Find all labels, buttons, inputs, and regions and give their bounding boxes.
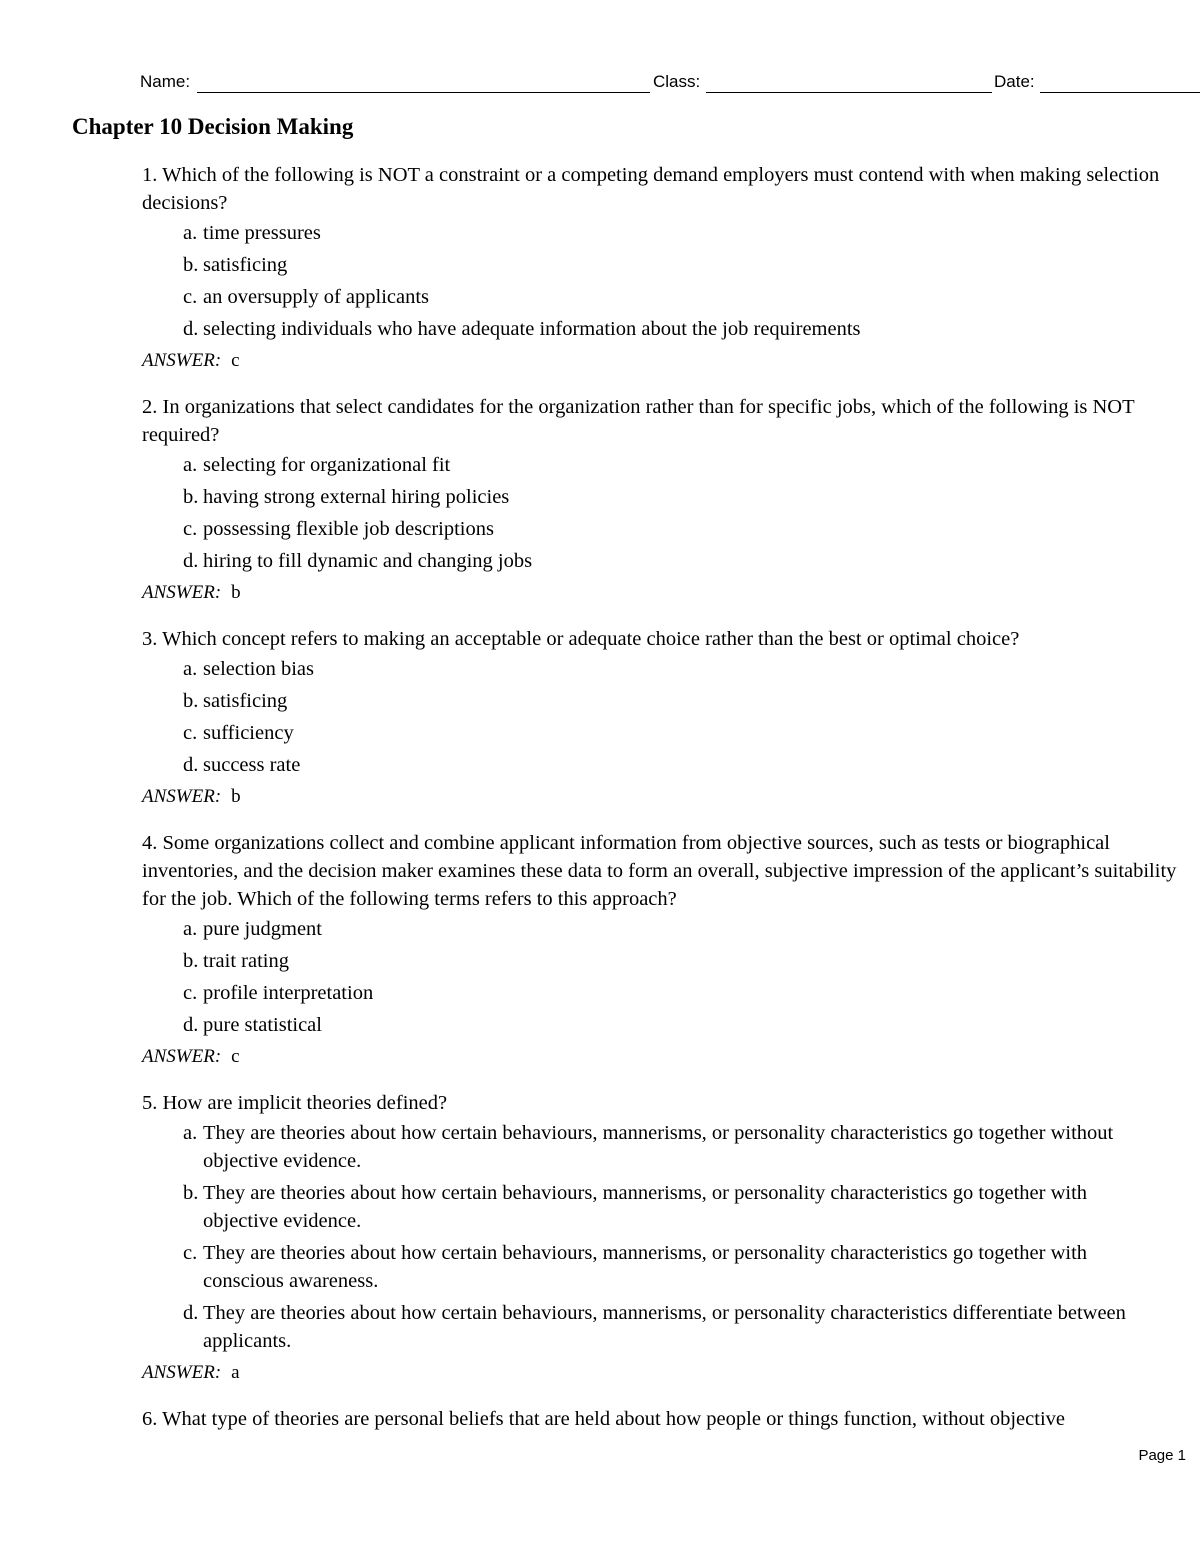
option-b: [142, 947, 1200, 975]
answer-label: ANSWER:: [142, 1046, 222, 1067]
class-label: Class:: [653, 72, 701, 91]
option-list: [142, 219, 1200, 343]
option-letter: a.: [183, 454, 198, 476]
worksheet-header: [140, 72, 1200, 96]
question-6: [142, 1405, 1200, 1433]
option-letter: a.: [183, 918, 198, 940]
option-letter: b.: [183, 1182, 199, 1204]
option-letter: b.: [183, 254, 199, 276]
answer-value: c: [231, 1046, 240, 1067]
option-letter: a.: [183, 658, 198, 680]
answer-label: ANSWER:: [142, 786, 222, 807]
option-b: [142, 687, 1200, 715]
option-text: They are theories about how certain behaviours, mannerisms, or personality characteristics go together without objective evidence.: [203, 1122, 1114, 1172]
option-text: success rate: [203, 754, 301, 776]
question-4: [142, 829, 1200, 1071]
option-b: [142, 1179, 1200, 1235]
option-text: pure judgment: [203, 918, 322, 940]
option-text: selecting for organizational fit: [203, 454, 451, 476]
answer-value: b: [231, 786, 241, 807]
name-label: Name:: [140, 72, 191, 91]
question-stem: 3. Which concept refers to making an acceptable or adequate choice rather than the best or optimal choice?: [142, 628, 1020, 650]
option-c: [142, 515, 1200, 543]
option-letter: d.: [183, 1302, 199, 1324]
answer-label: ANSWER:: [142, 350, 222, 371]
option-c: [142, 719, 1200, 747]
question-list: [142, 161, 1200, 1451]
option-letter: b.: [183, 950, 199, 972]
option-list: [142, 915, 1200, 1039]
answer-value: b: [231, 582, 241, 603]
option-d: [142, 751, 1200, 779]
option-list: [142, 655, 1200, 779]
answer-line: [142, 579, 1200, 607]
answer-label: ANSWER:: [142, 1362, 222, 1383]
option-text: an oversupply of applicants: [203, 286, 430, 308]
answer-label: ANSWER:: [142, 582, 222, 603]
option-letter: a.: [183, 222, 198, 244]
answer-value: a: [231, 1362, 240, 1383]
answer-line: [142, 1359, 1200, 1387]
option-text: selection bias: [203, 658, 315, 680]
answer-line: [142, 783, 1200, 811]
option-text: They are theories about how certain behaviours, mannerisms, or personality characteristics differentiate between applicants.: [203, 1302, 1126, 1352]
name-blank-line: [197, 92, 650, 93]
option-text: satisficing: [203, 254, 288, 276]
option-letter: d.: [183, 754, 199, 776]
question-stem: 4. Some organizations collect and combine applicant information from objective sources, such as tests or biographical inventories, and the decision maker examines these data to form an overall, subjective impression of the applicant’s suitability for the job. Which of the following terms refers to this approach?: [142, 832, 1177, 910]
option-list: [142, 451, 1200, 575]
question-1: [142, 161, 1200, 375]
answer-line: [142, 1043, 1200, 1071]
option-text: They are theories about how certain behaviours, mannerisms, or personality characteristics go together with conscious awareness.: [203, 1242, 1088, 1292]
answer-line: [142, 347, 1200, 375]
option-text: profile interpretation: [203, 982, 374, 1004]
date-label: Date:: [994, 72, 1035, 91]
question-2: [142, 393, 1200, 607]
option-letter: c.: [183, 982, 198, 1004]
option-text: time pressures: [203, 222, 321, 244]
option-letter: d.: [183, 550, 199, 572]
option-text: satisficing: [203, 690, 288, 712]
option-text: trait rating: [203, 950, 289, 972]
option-d: [142, 547, 1200, 575]
option-letter: c.: [183, 286, 198, 308]
option-a: [142, 915, 1200, 943]
option-d: [142, 315, 1200, 343]
option-a: [142, 1119, 1200, 1175]
question-stem: 2. In organizations that select candidates for the organization rather than for specific jobs, which of the following is NOT required?: [142, 396, 1135, 446]
option-letter: d.: [183, 318, 199, 340]
option-list: [142, 1119, 1200, 1355]
option-text: pure statistical: [203, 1014, 322, 1036]
option-b: [142, 251, 1200, 279]
date-blank-line: [1040, 92, 1200, 93]
option-text: selecting individuals who have adequate information about the job requirements: [203, 318, 861, 340]
option-letter: b.: [183, 690, 199, 712]
option-letter: c.: [183, 722, 198, 744]
option-c: [142, 1239, 1200, 1295]
option-a: [142, 219, 1200, 247]
option-text: hiring to fill dynamic and changing jobs: [203, 550, 533, 572]
option-d: [142, 1011, 1200, 1039]
question-3: [142, 625, 1200, 811]
option-letter: c.: [183, 518, 198, 540]
option-text: possessing flexible job descriptions: [203, 518, 494, 540]
option-c: [142, 979, 1200, 1007]
option-c: [142, 283, 1200, 311]
option-text: They are theories about how certain behaviours, mannerisms, or personality characteristics go together with objective evidence.: [203, 1182, 1088, 1232]
option-text: sufficiency: [203, 722, 294, 744]
option-letter: c.: [183, 1242, 198, 1264]
option-a: [142, 655, 1200, 683]
option-letter: b.: [183, 486, 199, 508]
option-letter: d.: [183, 1014, 199, 1036]
question-stem: 1. Which of the following is NOT a constraint or a competing demand employers must contend with when making selection decisions?: [142, 164, 1160, 214]
option-text: having strong external hiring policies: [203, 486, 510, 508]
class-blank-line: [706, 92, 992, 93]
question-stem: 5. How are implicit theories defined?: [142, 1092, 448, 1114]
chapter-title: Chapter 10 Decision Making: [72, 114, 354, 139]
question-stem: 6. What type of theories are personal beliefs that are held about how people or things function, without objective: [142, 1408, 1065, 1430]
page-number: Page 1: [1138, 1447, 1186, 1464]
option-letter: a.: [183, 1122, 198, 1144]
option-b: [142, 483, 1200, 511]
answer-value: c: [231, 350, 240, 371]
option-a: [142, 451, 1200, 479]
option-d: [142, 1299, 1200, 1355]
question-5: [142, 1089, 1200, 1387]
